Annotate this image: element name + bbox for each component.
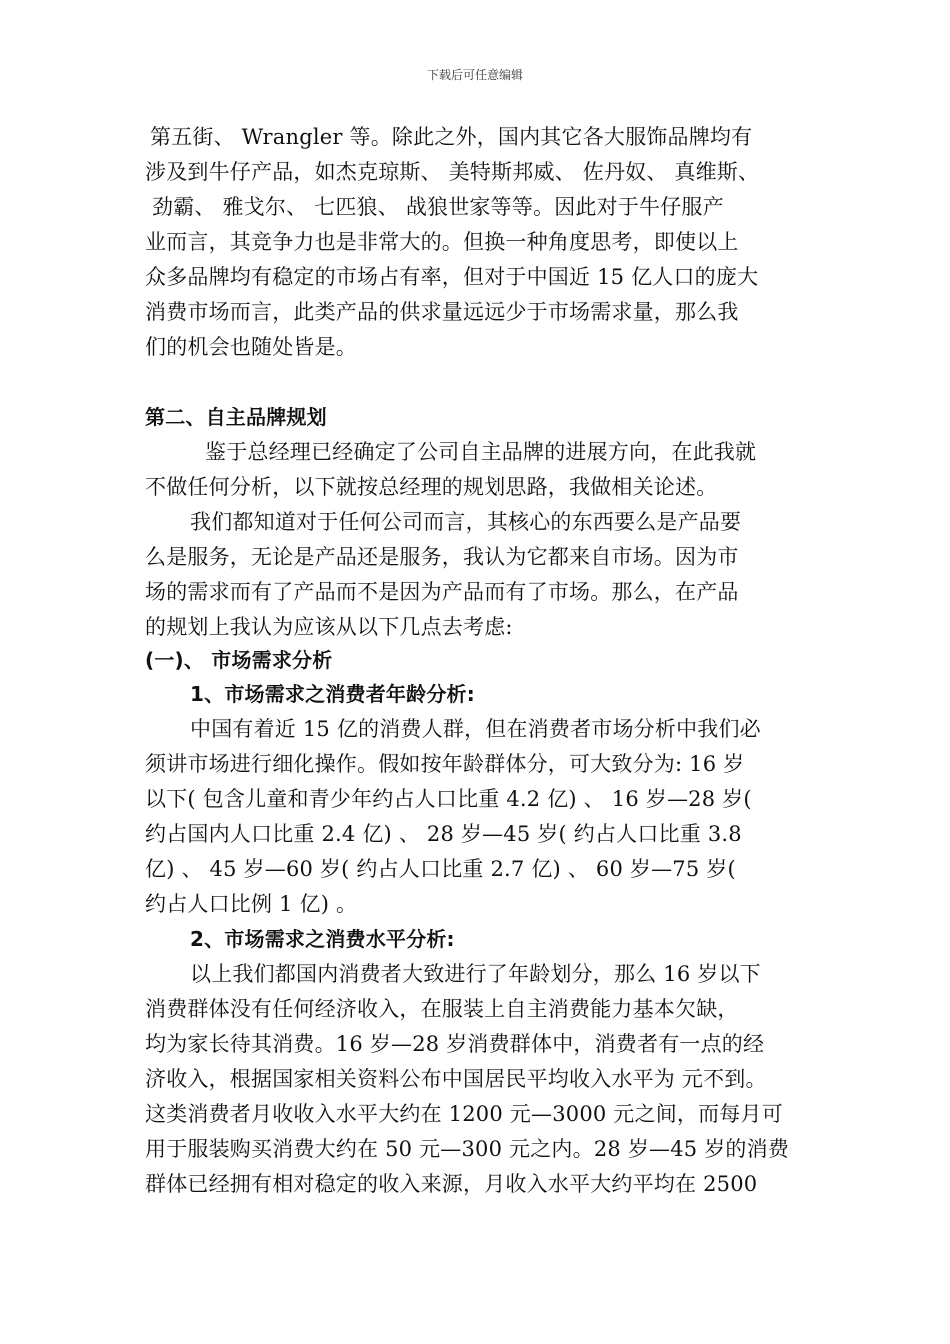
paragraph-line: 们的机会也随处皆是。 xyxy=(145,335,357,359)
paragraph-line: 约占人口比例 1 亿) 。 xyxy=(145,892,358,916)
page-header: 下载后可任意编辑 xyxy=(426,68,523,82)
paragraph-line: 场的需求而有了产品而不是因为产品而有了市场。那么，在产品 xyxy=(145,580,739,604)
subsection-heading: 2、市场需求之消费水平分析: xyxy=(190,927,455,951)
section-heading: 第二、自主品牌规划 xyxy=(145,405,327,429)
paragraph-line: 劲霸、 雅戈尔、 七匹狼、 战狼世家等等。因此对于牛仔服产 xyxy=(152,195,724,219)
paragraph-line: 济收入，根据国家相关资料公布中国居民平均收入水平为 元不到。 xyxy=(145,1067,767,1091)
paragraph-line: 我们都知道对于任何公司而言，其核心的东西要么是产品要 xyxy=(190,510,742,534)
paragraph-line: 均为家长待其消费。16 岁—28 岁消费群体中，消费者有一点的经 xyxy=(145,1032,765,1056)
paragraph-line: 以上我们都国内消费者大致进行了年龄划分，那么 16 岁以下 xyxy=(190,962,761,986)
paragraph-line: 消费群体没有任何经济收入，在服装上自主消费能力基本欠缺， xyxy=(145,997,739,1021)
subsection-heading: 1、市场需求之消费者年龄分析: xyxy=(190,682,475,706)
subsection-heading: (一)、 市场需求分析 xyxy=(145,648,333,672)
paragraph-line: 涉及到牛仔产品，如杰克琼斯、 美特斯邦威、 佐丹奴、 真维斯、 xyxy=(145,160,760,184)
paragraph-line: 中国有着近 15 亿的消费人群，但在消费者市场分析中我们必 xyxy=(190,717,761,741)
paragraph-line: 须讲市场进行细化操作。假如按年龄群体分，可大致分为: 16 岁 xyxy=(145,752,745,776)
paragraph-line: 亿) 、 45 岁—60 岁( 约占人口比重 2.7 亿) 、 60 岁—75 岁( xyxy=(145,857,736,881)
paragraph-line: 以下( 包含儿童和青少年约占人口比重 4.2 亿) 、 16 岁—28 岁( xyxy=(145,787,752,811)
paragraph-line: 不做任何分析，以下就按总经理的规划思路，我做相关论述。 xyxy=(145,475,718,499)
paragraph-line: 第五街、 Wrangler 等。除此之外，国内其它各大服饰品牌均有 xyxy=(150,125,753,149)
paragraph-line: 的规划上我认为应该从以下几点去考虑: xyxy=(145,615,513,639)
paragraph-line: 鉴于总经理已经确定了公司自主品牌的进展方向，在此我就 xyxy=(205,440,757,464)
paragraph-line: 消费市场而言，此类产品的供求量远远少于市场需求量，那么我 xyxy=(145,300,739,324)
paragraph-line: 业而言，其竞争力也是非常大的。但换一种角度思考，即使以上 xyxy=(145,230,739,254)
paragraph-line: 么是服务，无论是产品还是服务，我认为它都来自市场。因为市 xyxy=(145,545,739,569)
paragraph-line: 这类消费者月收收入水平大约在 1200 元—3000 元之间，而每月可 xyxy=(145,1102,783,1126)
paragraph-line: 约占国内人口比重 2.4 亿) 、 28 岁—45 岁( 约占人口比重 3.8 xyxy=(145,822,742,846)
paragraph-line: 群体已经拥有相对稳定的收入来源，月收入水平大约平均在 2500 xyxy=(145,1172,758,1196)
paragraph-line: 用于服装购买消费大约在 50 元—300 元之内。28 岁—45 岁的消费 xyxy=(145,1137,790,1161)
paragraph-line: 众多品牌均有稳定的市场占有率，但对于中国近 15 亿人口的庞大 xyxy=(145,265,759,289)
